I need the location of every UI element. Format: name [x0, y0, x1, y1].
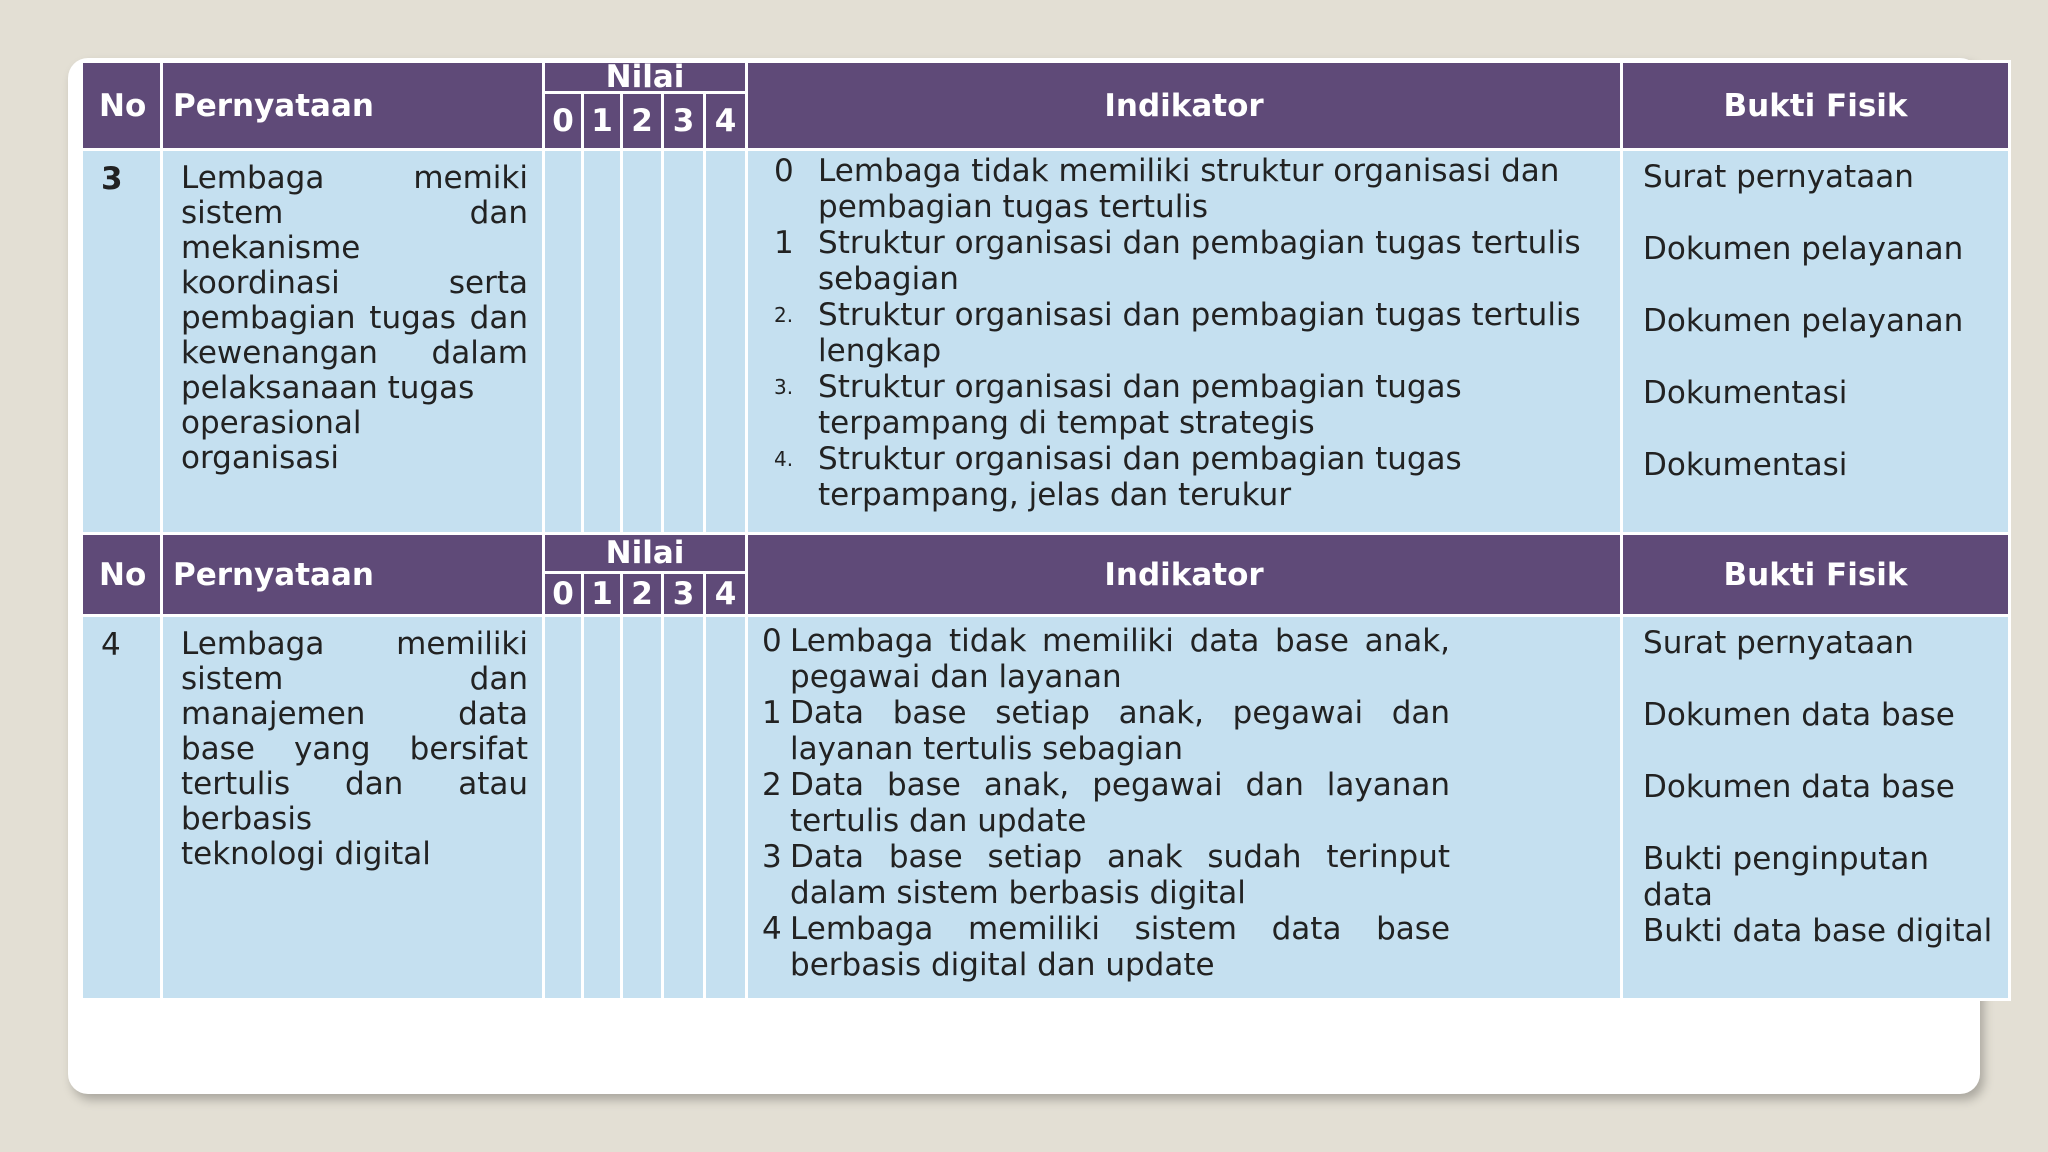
table-header: [82, 62, 2010, 93]
indicator-item: 4 Lembaga memiliki sistem data base berbasis digital dan update: [762, 911, 1451, 983]
header-pernyataan: Pernyataan: [162, 62, 544, 150]
score-cell-1[interactable]: [583, 616, 622, 1000]
header-no: No: [82, 62, 162, 150]
bukti-item: Surat pernyataan: [1643, 159, 1914, 195]
bukti-item: Dokumentasi: [1643, 375, 1848, 411]
table-header: [82, 534, 2010, 573]
header-indikator: Indikator: [747, 534, 1622, 616]
bukti-item: Dokumen data base: [1643, 769, 1955, 805]
indicator-item: 3. Struktur organisasi dan pembagian tugas terpampang di tempat strategis: [774, 369, 1462, 441]
table-row: [82, 150, 2010, 534]
indicator-item: 2. Struktur organisasi dan pembagian tugas tertulis lengkap: [774, 297, 1581, 369]
header-pernyataan: Pernyataan: [162, 534, 544, 616]
bukti-item: Dokumen pelayanan: [1643, 231, 1964, 267]
score-cell-4[interactable]: [705, 616, 747, 1000]
bukti-item: Dokumen data base: [1643, 697, 1955, 733]
row-pernyataan: Lembaga memiki sistem dan mekanisme koordinasi serta pembagian tugas dan kewenangan dalam pelaksanaan tugas operasional organisasi: [162, 150, 544, 534]
nilai-col-2: 2: [622, 93, 663, 150]
row-indikator: [747, 616, 1622, 1000]
nilai-col-2: 2: [622, 573, 663, 616]
nilai-col-1: 1: [583, 573, 622, 616]
bukti-item: Dokumen pelayanan: [1643, 303, 1964, 339]
score-cell-0[interactable]: [544, 616, 583, 1000]
score-cell-3[interactable]: [663, 616, 705, 1000]
score-cell-1[interactable]: [583, 150, 622, 534]
nilai-col-3: 3: [663, 93, 705, 150]
row-no: 3: [82, 150, 162, 534]
header-indikator: Indikator: [747, 62, 1622, 150]
nilai-col-4: 4: [705, 573, 747, 616]
assessment-table: [80, 60, 2011, 1001]
nilai-col-1: 1: [583, 93, 622, 150]
nilai-col-0: 0: [544, 573, 583, 616]
header-no: No: [82, 534, 162, 616]
header-bukti-fisik: Bukti Fisik: [1622, 534, 2010, 616]
row-no: 4: [82, 616, 162, 1000]
table-row: [82, 616, 2010, 1000]
header-bukti-fisik: Bukti Fisik: [1622, 62, 2010, 150]
nilai-col-0: 0: [544, 93, 583, 150]
bukti-item: Surat pernyataan: [1643, 625, 1914, 661]
nilai-col-3: 3: [663, 573, 705, 616]
row-pernyataan: Lembaga memiliki sistem dan manajemen data base yang bersifat tertulis dan atau berbasis teknologi digital: [162, 616, 544, 1000]
indicator-item: 4. Struktur organisasi dan pembagian tugas terpampang, jelas dan terukur: [774, 441, 1462, 513]
bukti-item: Bukti data base digital: [1643, 913, 1993, 949]
row-bukti-fisik: [1622, 616, 2010, 1000]
bukti-item: Bukti penginputan data: [1643, 841, 1929, 913]
score-cell-0[interactable]: [544, 150, 583, 534]
row-bukti-fisik: [1622, 150, 2010, 534]
indicator-item: 3 Data base setiap anak sudah terinput dalam sistem berbasis digital: [762, 839, 1451, 911]
indicator-item: 0 Lembaga tidak memiliki struktur organisasi dan pembagian tugas tertulis: [774, 153, 1560, 225]
score-cell-4[interactable]: [705, 150, 747, 534]
indicator-item: 1 Data base setiap anak, pegawai dan layanan tertulis sebagian: [762, 695, 1451, 767]
bukti-item: Dokumentasi: [1643, 447, 1848, 483]
indicator-item: 2 Data base anak, pegawai dan layanan tertulis dan update: [762, 767, 1451, 839]
row-indikator: [747, 150, 1622, 534]
indicator-item: 1 Struktur organisasi dan pembagian tugas tertulis sebagian: [774, 225, 1581, 297]
nilai-col-4: 4: [705, 93, 747, 150]
score-cell-3[interactable]: [663, 150, 705, 534]
header-nilai: Nilai: [544, 62, 747, 93]
score-cell-2[interactable]: [622, 616, 663, 1000]
indicator-item: 0 Lembaga tidak memiliki data base anak, pegawai dan layanan: [762, 623, 1451, 695]
header-nilai: Nilai: [544, 534, 747, 573]
score-cell-2[interactable]: [622, 150, 663, 534]
